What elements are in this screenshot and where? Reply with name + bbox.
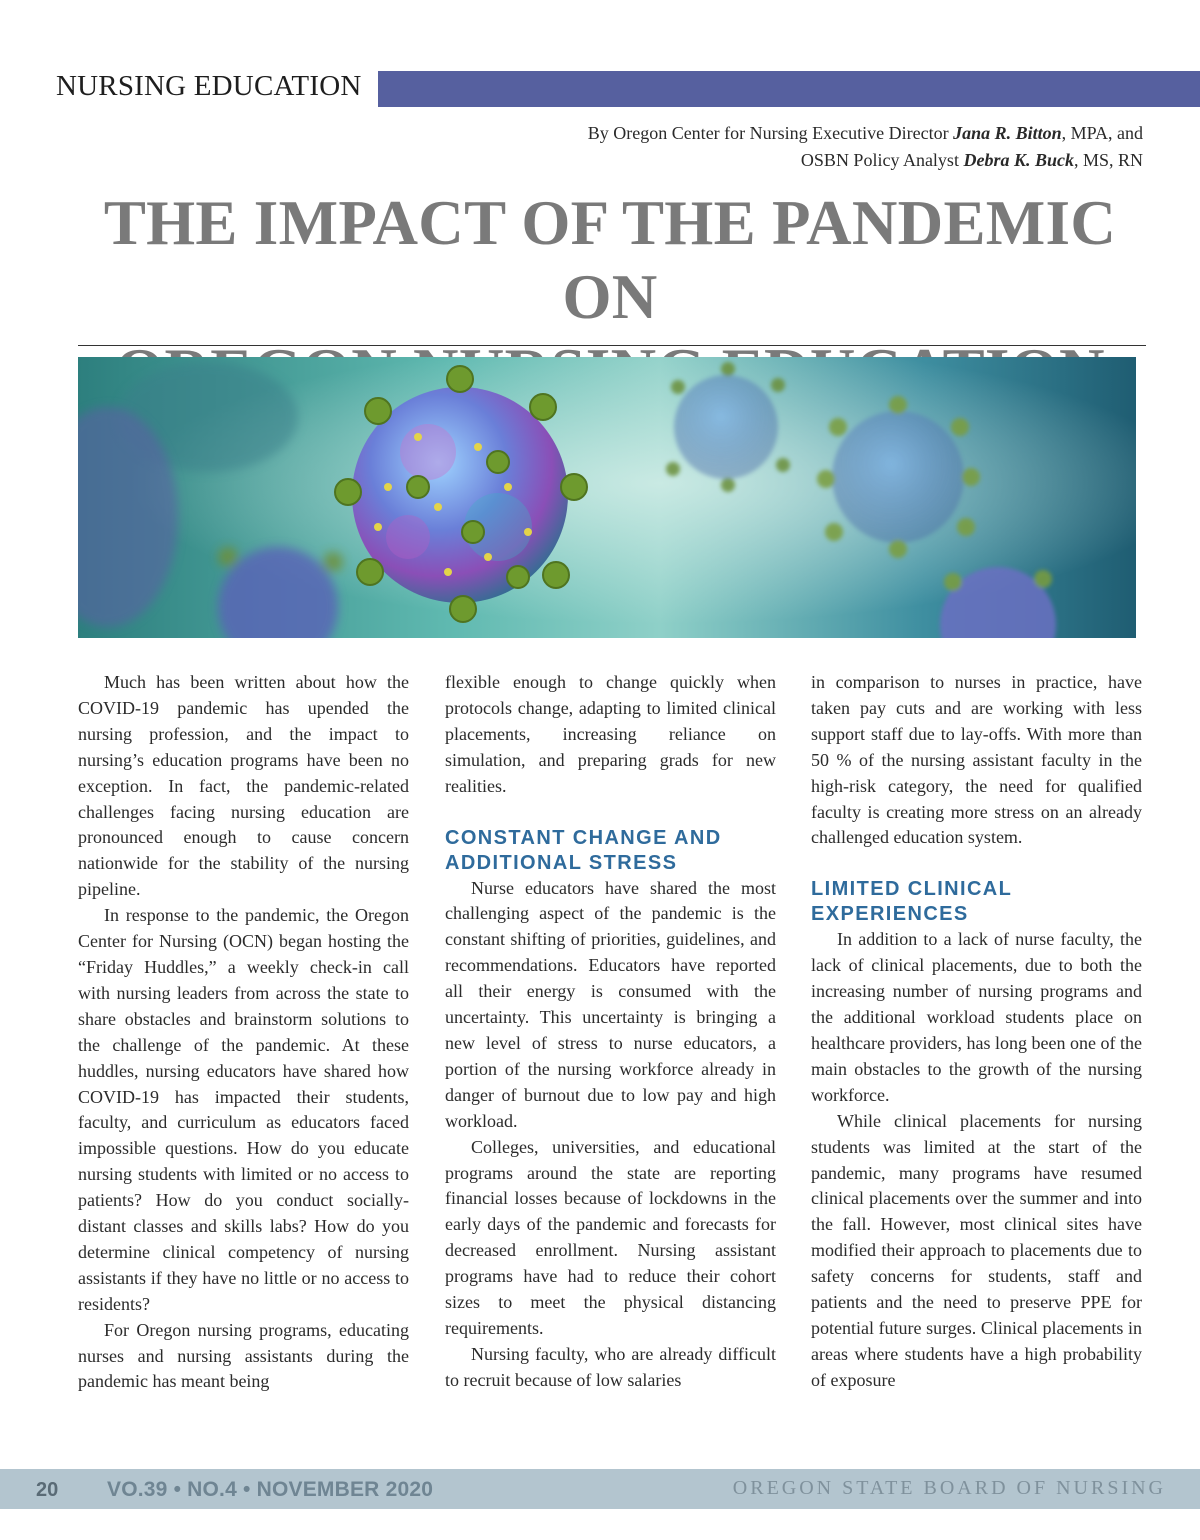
article-column-2	[445, 670, 776, 1394]
paragraph: In addition to a lack of nurse faculty, the lack of clinical placements, due to both the increasing number of nursing programs and the additional workload students place on healthcare providers, has long been one of the main obstacles to the growth of the nursing workforce.	[811, 929, 1142, 1105]
section-label: NURSING EDUCATION	[56, 70, 362, 102]
publication-name: OREGON STATE BOARD OF NURSING	[732, 1477, 1166, 1499]
author-name-1: Jana R. Bitton	[953, 123, 1062, 143]
hero-virus-image	[78, 357, 1136, 638]
section-bar	[378, 71, 1200, 107]
byline-text: OSBN Policy Analyst	[800, 150, 964, 170]
virus-illustration	[78, 357, 1136, 638]
paragraph: Much has been written about how the COVID-19 pandemic has upended the nursing profession, and the impact to nursing’s education programs have been no exception. In fact, the pandemic-related challenges facing nursing education are pronounced enough to cause concern nationwide for the stability of the nursing pipeline.	[78, 672, 409, 900]
virus-bottom-right-icon	[940, 567, 1056, 638]
paragraph: Colleges, universities, and educational programs around the state are reporting financial losses because of lockdowns in the early days of the pandemic and forecasts for decreased enrollment. Nursing assistant programs have had to reduce their cohort sizes to meet the physical distancing requirements.	[445, 1136, 776, 1338]
paragraph: While clinical placements for nursing students was limited at the start of the pandemic, many programs have resumed clinical placements over the summer and into the fall. However, most clinical sites have modified their approach to placements due to safety concerns for students, staff and patients and the need to preserve PPE for potential future surges. Clinical placements in areas where students have a high probability of exposure	[811, 1110, 1142, 1390]
subheading-constant-change: CONSTANT CHANGE AND ADDITIONAL STRESS	[445, 826, 722, 874]
page-footer	[0, 1469, 1200, 1509]
page-number: 20	[36, 1479, 59, 1501]
paragraph: Nurse educators have shared the most challenging aspect of the pandemic is the constant shifting of priorities, guidelines, and recommendations. Educators have reported all their energy is consumed with the uncertainty. This uncertainty is bringing a new level of stress to nurse educators, a portion of the nursing workforce already in danger of burnout due to low pay and high workload.	[445, 877, 776, 1131]
virus-bottom-left-icon	[218, 547, 343, 638]
byline-line-1	[443, 120, 1143, 147]
subheading-limited-clinical: LIMITED CLINICAL EXPERIENCES	[811, 878, 1012, 926]
issue-info: VO.39 • NO.4 • NOVEMBER 2020	[107, 1478, 434, 1501]
article-column-1	[78, 670, 409, 1395]
paragraph: in comparison to nurses in practice, have taken pay cuts and are working with less support staff due to lay-offs. With more than 50 % of the nursing assistant faculty in the high-risk category, the need for qualified faculty is creating more stress on an already challenged education system.	[811, 672, 1142, 848]
byline-text: , MS, RN	[1073, 150, 1143, 170]
main-virus-icon	[335, 366, 587, 622]
author-name-2: Debra K. Buck	[963, 150, 1074, 170]
byline-text: , MPA, and	[1061, 123, 1143, 143]
headline-rule	[78, 345, 1146, 346]
byline	[443, 120, 1143, 174]
byline-line-2	[443, 147, 1143, 174]
paragraph: For Oregon nursing programs, educating nurses and nursing assistants during the pandemic has meant being	[78, 1319, 409, 1392]
byline-text: By Oregon Center for Nursing Executive Director	[587, 123, 954, 143]
article-column-3	[811, 670, 1142, 1394]
paragraph: flexible enough to change quickly when protocols change, adapting to limited clinical placements, increasing reliance on simulation, and preparing grads for new realities.	[445, 672, 776, 796]
paragraph: Nursing faculty, who are already difficult to recruit because of low salaries	[445, 1343, 776, 1390]
headline-line-1: THE IMPACT OF THE PANDEMIC ON	[103, 188, 1117, 332]
paragraph: In response to the pandemic, the Oregon Center for Nursing (OCN) began hosting the “Friday Huddles,” a weekly check-in call with nursing leaders from across the state to share obstacles and brainstorm solutions to the challenge of the pandemic. At these huddles, nursing educators have shared how COVID-19 has impacted their students, faculty, and curriculum as educators faced impossible questions. How do you educate nursing students with limited or no access to patients? How do you conduct socially-distant classes and skills labs? How do you determine clinical competency of nursing assistants if they have no little or no access to residents?	[78, 905, 409, 1314]
